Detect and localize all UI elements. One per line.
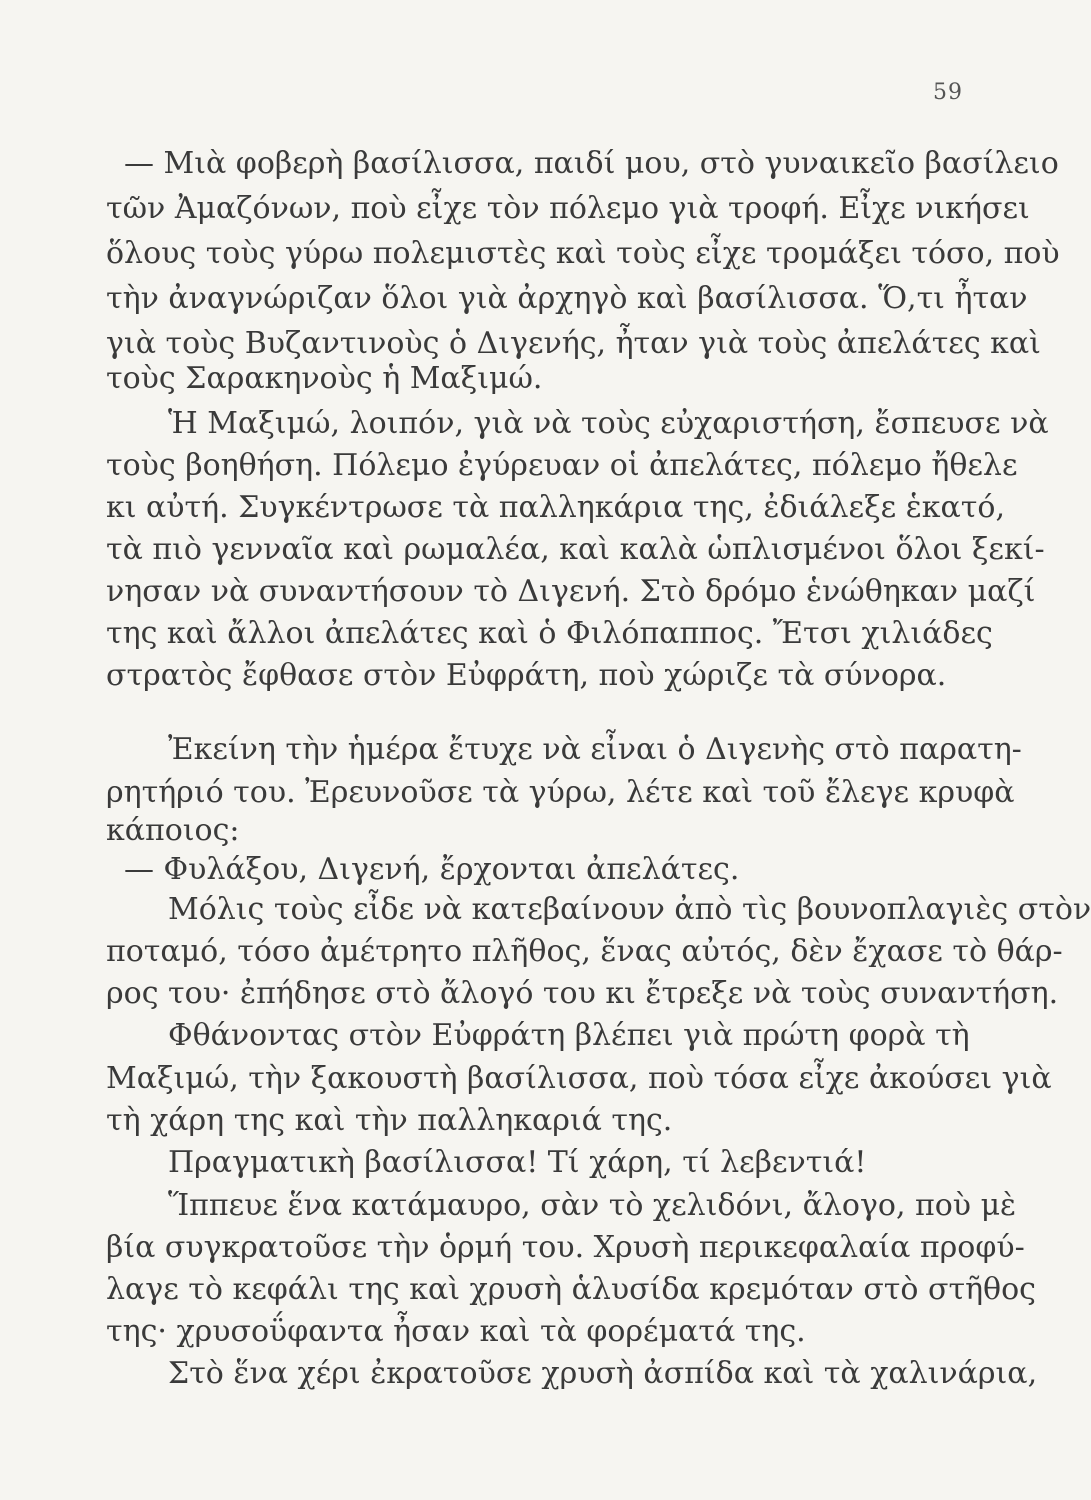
text-line: Ἵππευε ἕνα κατάμαυρο, σὰν τὸ χελιδόνι, ἄλογο, ποὺ μὲ xyxy=(168,1188,1017,1223)
text-line: ποταμό, τόσο ἀμέτρητο πλῆθος, ἕνας αὐτός, δὲν ἔχασε τὸ θάρ- xyxy=(106,934,1063,969)
text-line: ρητήριό του. Ἐρευνοῦσε τὰ γύρω, λέτε καὶ τοῦ ἔλεγε κρυφὰ xyxy=(106,775,1015,810)
text-line: της καὶ ἄλλοι ἀπελάτες καὶ ὁ Φιλόπαππος. Ἔτσι χιλιάδες xyxy=(106,616,993,651)
text-line: ὅλους τοὺς γύρω πολεμιστὲς καὶ τοὺς εἶχε τρομάξει τόσο, ποὺ xyxy=(106,236,1060,271)
text-line: — Μιὰ φοβερὴ βασίλισσα, παιδί μου, στὸ γυναικεῖο βασίλειο xyxy=(124,146,1059,181)
text-line: Ἡ Μαξιμώ, λοιπόν, γιὰ νὰ τοὺς εὐχαριστήση, ἔσπευσε νὰ xyxy=(168,406,1049,441)
text-line: τοὺς βοηθήση. Πόλεμο ἐγύρευαν οἱ ἀπελάτες, πόλεμο ἤθελε xyxy=(106,448,1018,483)
text-line: Μόλις τοὺς εἶδε νὰ κατεβαίνουν ἀπὸ τὶς βουνοπλαγιὲς στὸν xyxy=(168,892,1091,927)
text-line: βία συγκρατοῦσε τὴν ὁρμή του. Χρυσὴ περικεφαλαία προφύ- xyxy=(106,1230,1025,1265)
page-number: 59 xyxy=(933,80,963,105)
text-line: ρος του· ἐπήδησε στὸ ἄλογό του κι ἔτρεξε νὰ τοὺς συναντήση. xyxy=(106,976,1059,1011)
text-line: Πραγματικὴ βασίλισσα! Τί χάρη, τί λεβεντιά! xyxy=(168,1145,867,1180)
text-line: νησαν νὰ συναντήσουν τὸ Διγενή. Στὸ δρόμο ἑνώθηκαν μαζί xyxy=(106,574,1036,609)
text-line: τὰ πιὸ γενναῖα καὶ ρωμαλέα, καὶ καλὰ ὡπλισμένοι ὅλοι ξεκί- xyxy=(106,532,1045,567)
text-line: Ἐκείνη τὴν ἡμέρα ἔτυχε νὰ εἶναι ὁ Διγενὴς στὸ παρατη- xyxy=(168,732,1022,767)
text-line: κάποιος: xyxy=(106,813,240,848)
text-line: Μαξιμώ, τὴν ξακουστὴ βασίλισσα, ποὺ τόσα εἶχε ἀκούσει γιὰ xyxy=(106,1061,1052,1096)
text-line: της· χρυσοΰφαντα ἦσαν καὶ τὰ φορέματά της. xyxy=(106,1314,806,1349)
text-line: τὴ χάρη της καὶ τὴν παλληκαριά της. xyxy=(106,1103,673,1138)
text-line: γιὰ τοὺς Βυζαντινοὺς ὁ Διγενής, ἦταν γιὰ τοὺς ἀπελάτες καὶ xyxy=(106,326,1041,361)
text-line: Στὸ ἕνα χέρι ἐκρατοῦσε χρυσὴ ἀσπίδα καὶ τὰ χαλινάρια, xyxy=(168,1356,1038,1391)
text-line: — Φυλάξου, Διγενή, ἔρχονται ἀπελάτες. xyxy=(124,852,740,887)
text-line: στρατὸς ἔφθασε στὸν Εὐφράτη, ποὺ χώριζε τὰ σύνορα. xyxy=(106,658,947,693)
text-line: τοὺς Σαρακηνοὺς ἡ Μαξιμώ. xyxy=(106,361,543,396)
text-line: τῶν Ἀμαζόνων, ποὺ εἶχε τὸν πόλεμο γιὰ τροφή. Εἶχε νικήσει xyxy=(106,191,1030,226)
text-line: λαγε τὸ κεφάλι της καὶ χρυσὴ ἁλυσίδα κρεμόταν στὸ στῆθος xyxy=(106,1272,1036,1307)
text-line: τὴν ἀναγνώριζαν ὅλοι γιὰ ἀρχηγὸ καὶ βασίλισσα. Ὅ,τι ἦταν xyxy=(106,281,1028,316)
text-line: Φθάνοντας στὸν Εὐφράτη βλέπει γιὰ πρώτη φορὰ τὴ xyxy=(168,1018,970,1053)
text-line: κι αὐτή. Συγκέντρωσε τὰ παλληκάρια της, ἐδιάλεξε ἑκατό, xyxy=(106,490,1006,525)
